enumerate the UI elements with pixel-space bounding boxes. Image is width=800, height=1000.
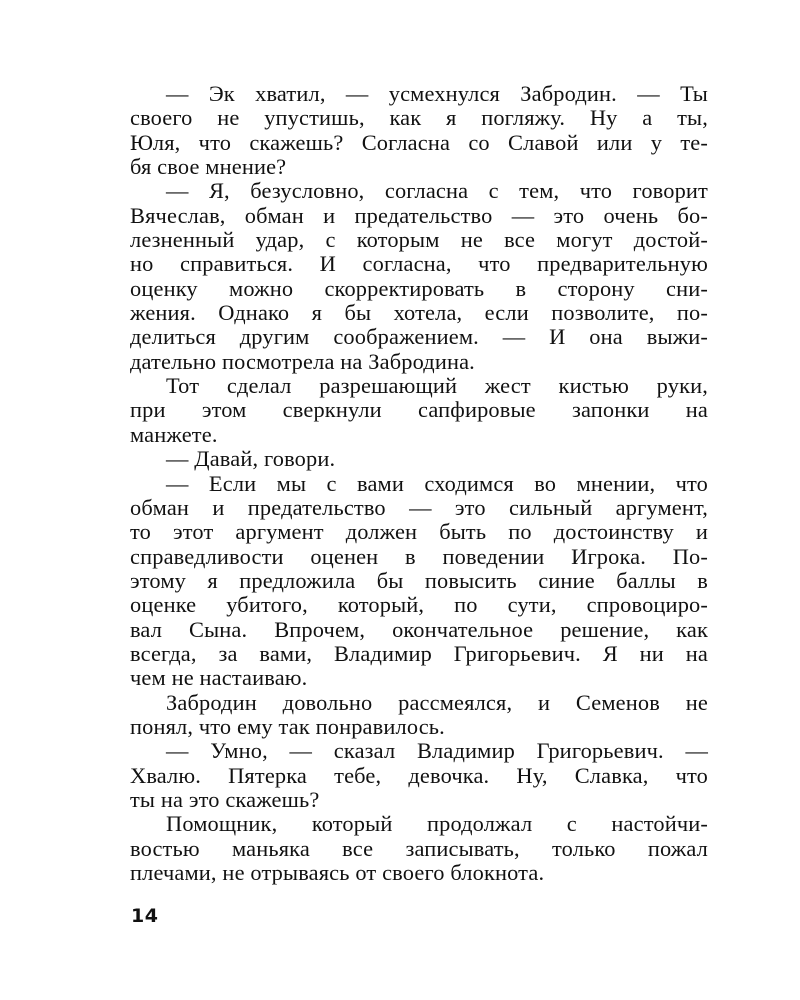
text-line: обман и предательство — это сильный аргумент,	[130, 494, 708, 520]
text-line: всегда, за вами, Владимир Григорьевич. Я ни на	[130, 640, 708, 666]
text-line: бя свое мнение?	[130, 154, 287, 180]
text-line: Забродин довольно рассмеялся, и Семенов не	[166, 689, 708, 715]
book-page-text	[130, 82, 708, 885]
text-line: то этот аргумент должен быть по достоинству и	[130, 519, 708, 545]
text-line: — Умно, — сказал Владимир Григорьевич. —	[166, 738, 708, 764]
text-line: Вячеслав, обман и предательство — это очень бо-	[130, 202, 708, 228]
page-number: 14	[131, 905, 159, 927]
paragraph	[130, 691, 708, 740]
text-line: — Давай, говори.	[166, 446, 336, 472]
text-line: чем не настаиваю.	[130, 665, 308, 691]
text-line: востью маньяка все записывать, только пожал	[130, 835, 708, 861]
text-line: дательно посмотрела на Забродина.	[130, 348, 475, 374]
text-line: своего не упустишь, как я погляжу. Ну а ты,	[130, 105, 708, 131]
text-line: манжете.	[130, 421, 218, 447]
paragraph	[130, 374, 708, 447]
text-line: делиться другим соображением. — И она выжи-	[130, 324, 708, 350]
text-line: при этом сверкнули сапфировые запонки на	[130, 397, 708, 423]
paragraph	[130, 447, 708, 471]
text-line: справедливости оценен в поведении Игрока. По-	[130, 543, 708, 569]
text-line: Помощник, который продолжал с настойчи-	[166, 811, 708, 837]
paragraph	[130, 812, 708, 885]
text-line: Хвалю. Пятерка тебе, девочка. Ну, Славка, что	[130, 762, 708, 788]
text-line: ты на это скажешь?	[130, 786, 320, 812]
text-line: понял, что ему так понравилось.	[130, 713, 445, 739]
paragraph	[130, 472, 708, 691]
paragraph	[130, 739, 708, 812]
text-line: — Если мы с вами сходимся во мнении, что	[166, 470, 708, 496]
text-line: этому я предложила бы повысить синие баллы в	[130, 567, 708, 593]
text-line: Юля, что скажешь? Согласна со Славой или у те-	[130, 129, 708, 155]
text-line: оценку можно скорректировать в сторону сни-	[130, 275, 708, 301]
text-line: лезненный удар, с которым не все могут достой-	[130, 227, 708, 253]
text-line: плечами, не отрываясь от своего блокнота.	[130, 860, 545, 885]
text-line: жения. Однако я бы хотела, если позволите, по-	[130, 300, 708, 326]
text-line: вал Сына. Впрочем, окончательное решение, как	[130, 616, 708, 642]
text-line: но справиться. И согласна, что предварительную	[130, 251, 708, 277]
paragraph	[130, 82, 708, 179]
text-line: — Эк хватил, — усмехнулся Забродин. — Ты	[166, 81, 708, 106]
text-line: — Я, безусловно, согласна с тем, что говорит	[166, 178, 708, 204]
text-line: Тот сделал разрешающий жест кистью руки,	[166, 373, 708, 399]
paragraph	[130, 179, 708, 374]
text-line: оценке убитого, который, по сути, спровоциро-	[130, 592, 708, 618]
